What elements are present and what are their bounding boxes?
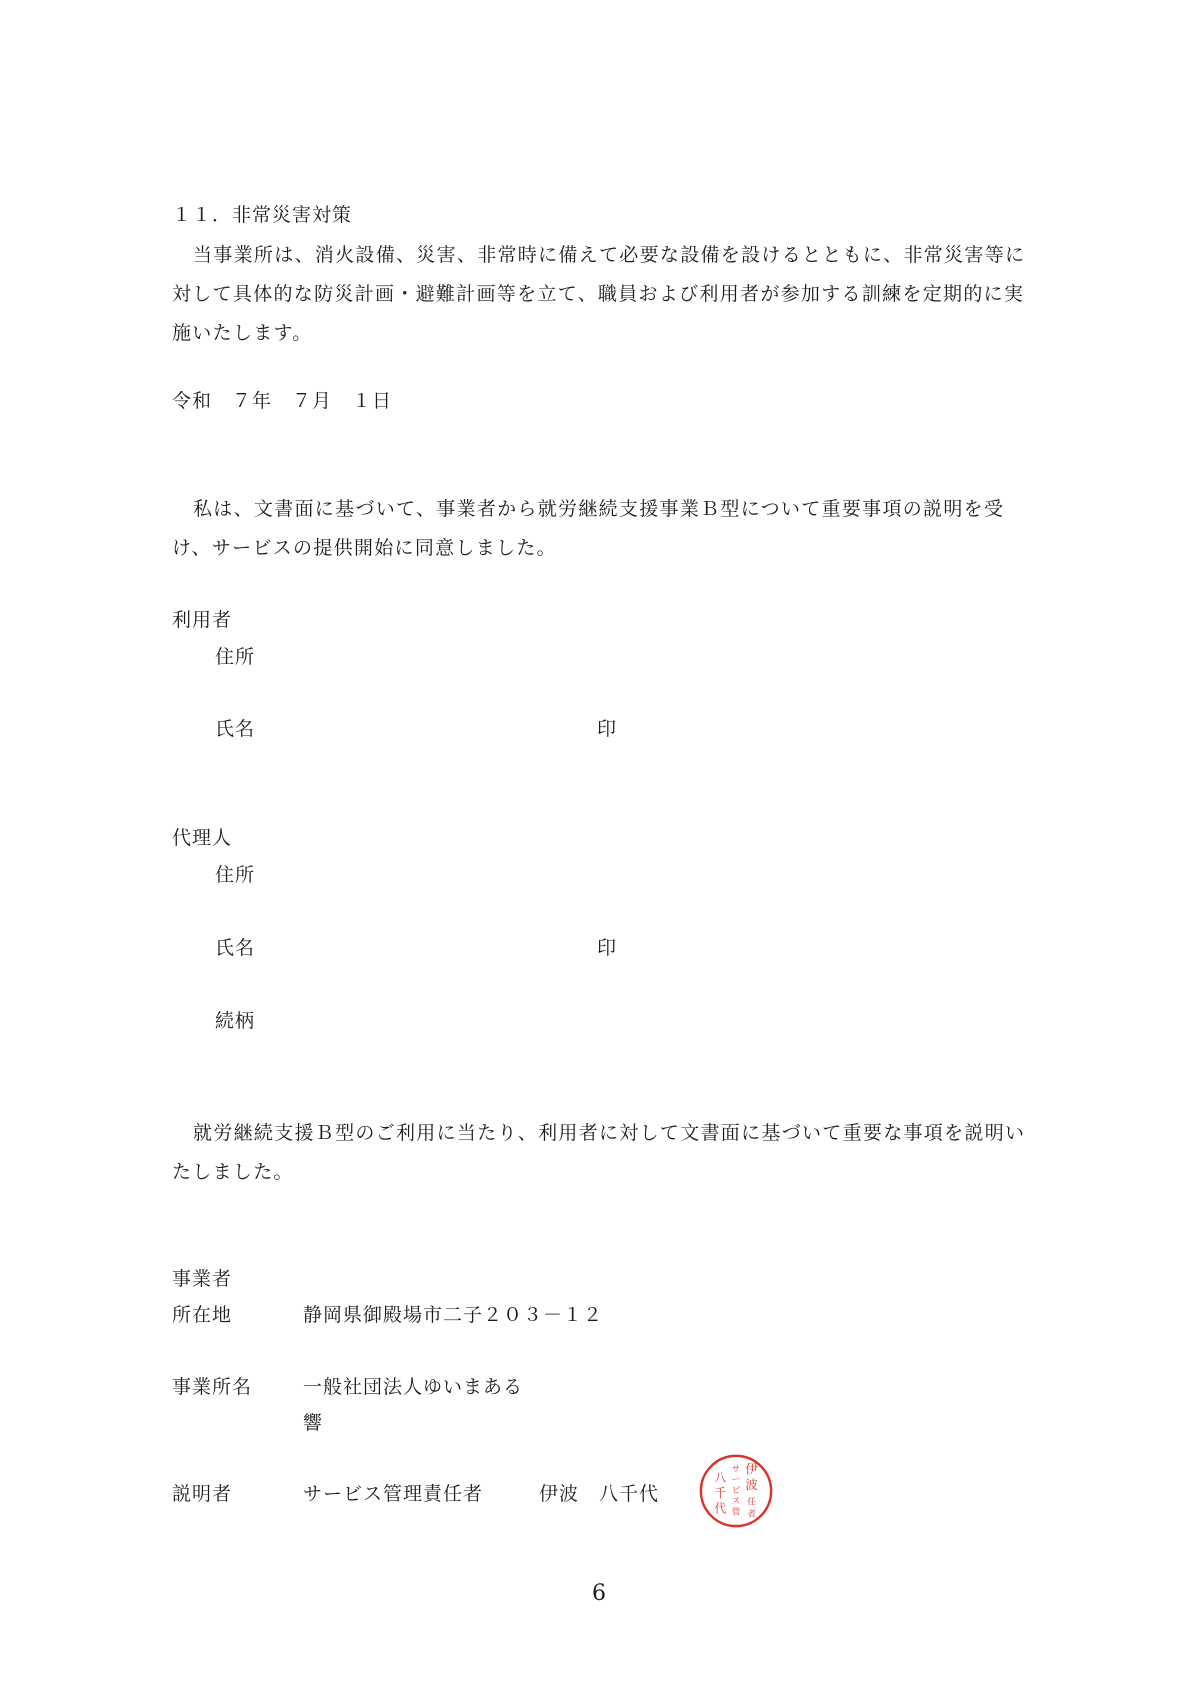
operator-location-value: 静岡県御殿場市二子２０３－１２	[303, 1304, 604, 1326]
user-address-label: 住所	[215, 646, 256, 668]
section-body-text: 当事業所は、消火設備、災害、非常時に備えて必要な設備を設けるとともに、非常災害等に対して具体的な防災計画・避難計画等を立て、職員および利用者が参加する訓練を定期的に実施いたします。	[172, 244, 1026, 344]
user-heading: 利用者	[172, 609, 233, 631]
explainer-title: サービス管理責任者	[303, 1483, 484, 1505]
consent-statement	[172, 490, 1032, 568]
svg-text:サ: サ	[731, 1464, 741, 1475]
personal-seal-stamp	[697, 1452, 775, 1530]
consent-statement-text: 私は、文書面に基づいて、事業者から就労継続支援事業Ｂ型について重要事項の説明を受け、サービスの提供開始に同意しました。	[172, 498, 1005, 559]
svg-text:千: 千	[714, 1485, 727, 1500]
section-body	[172, 236, 1032, 353]
svg-text:ビ: ビ	[731, 1485, 741, 1496]
svg-text:伊: 伊	[745, 1461, 758, 1477]
operator-office-value-line2: 響	[303, 1412, 324, 1434]
operator-office-value-line1: 一般社団法人ゆいまある	[303, 1376, 524, 1398]
explainer-label: 説明者	[172, 1483, 233, 1505]
svg-text:任: 任	[747, 1497, 756, 1508]
svg-text:波: 波	[745, 1477, 758, 1493]
explainer-name: 伊波 八千代	[539, 1483, 660, 1505]
document-date: 令和 ７年 ７月 １日	[172, 390, 393, 412]
user-seal-mark: 印	[597, 718, 618, 740]
operator-location-label: 所在地	[172, 1304, 233, 1326]
agent-address-label: 住所	[215, 864, 256, 886]
section-heading: １１．非常災害対策	[172, 204, 353, 226]
page-number: 6	[592, 1581, 606, 1606]
agent-relation-label: 続柄	[215, 1010, 256, 1032]
svg-text:ス: ス	[731, 1496, 741, 1507]
agent-seal-mark: 印	[597, 937, 618, 959]
operator-office-label: 事業所名	[172, 1376, 253, 1398]
agent-name-label: 氏名	[215, 937, 256, 959]
svg-text:者: 者	[747, 1509, 756, 1520]
agent-heading: 代理人	[172, 827, 233, 849]
svg-text:八: 八	[714, 1470, 727, 1485]
svg-text:代: 代	[714, 1501, 727, 1516]
svg-text:管: 管	[731, 1507, 741, 1518]
operator-heading: 事業者	[172, 1268, 233, 1290]
svg-text:ー: ー	[731, 1475, 741, 1486]
user-name-label: 氏名	[215, 718, 256, 740]
explanation-statement	[172, 1114, 1032, 1192]
explanation-statement-text: 就労継続支援Ｂ型のご利用に当たり、利用者に対して文書面に基づいて重要な事項を説明いたしました。	[172, 1122, 1026, 1183]
